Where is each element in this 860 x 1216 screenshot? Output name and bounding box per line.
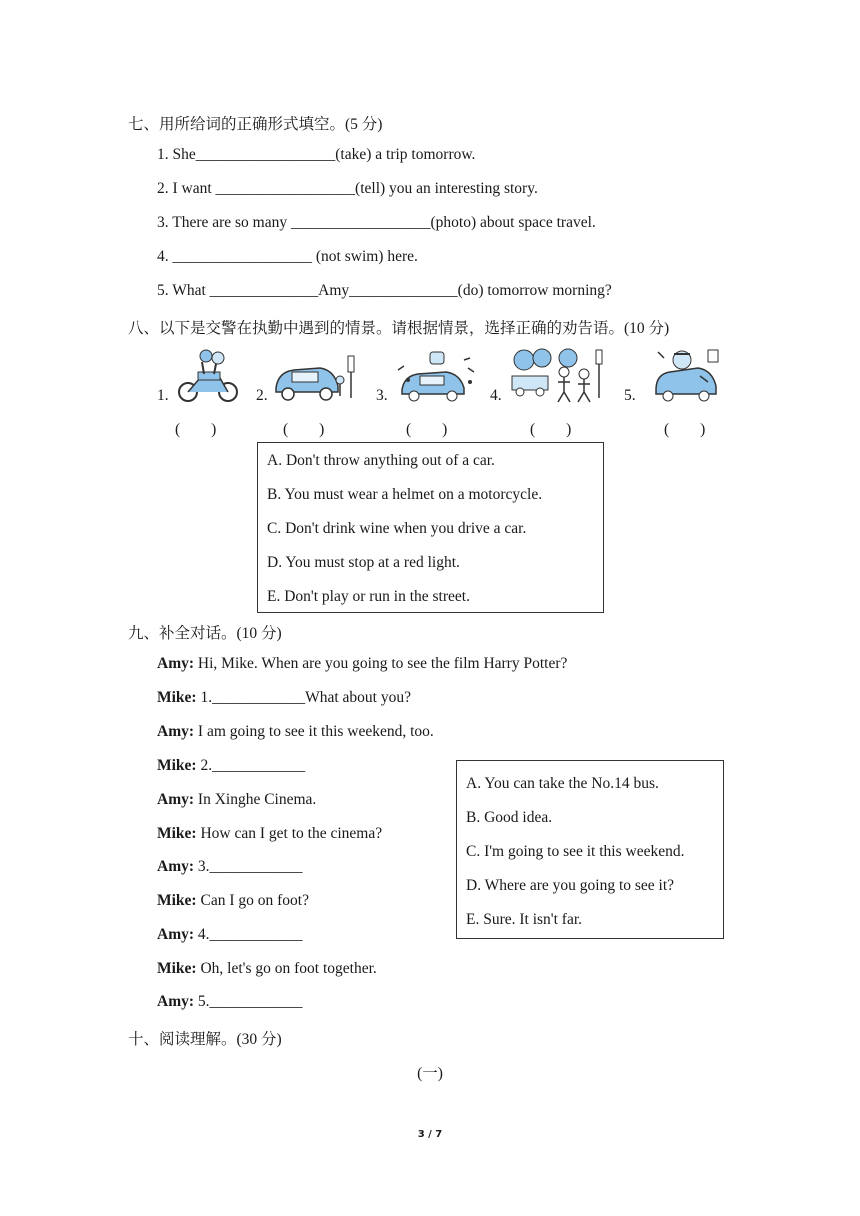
dialogue-text: Oh, let's go on foot together. bbox=[196, 960, 377, 977]
dialogue-speaker: Mike: bbox=[157, 892, 197, 909]
section-9-option-e: E. Sure. It isn't far. bbox=[466, 911, 583, 928]
picture-3-answer[interactable]: ( ) bbox=[406, 421, 448, 438]
dialogue-line-11 bbox=[157, 993, 303, 1011]
dialogue-line-4 bbox=[157, 757, 305, 775]
dialogue-line-9 bbox=[157, 926, 303, 944]
dialogue-text: 2.____________ bbox=[196, 757, 306, 774]
dialogue-line-2 bbox=[157, 689, 411, 707]
dialogue-speaker: Amy: bbox=[157, 926, 195, 943]
section-7-heading: 七、用所给词的正确形式填空。(5 分) bbox=[128, 116, 383, 133]
section-8-option-c: C. Don't drink wine when you drive a car. bbox=[267, 520, 527, 537]
section-8-option-a: A. Don't throw anything out of a car. bbox=[267, 452, 495, 469]
section-8-option-e: E. Don't play or run in the street. bbox=[267, 588, 470, 605]
section-7-item-5: 5. What ______________Amy______________(do) tomorrow morning? bbox=[157, 282, 612, 299]
dialogue-speaker: Mike: bbox=[157, 960, 197, 977]
dialogue-text: Hi, Mike. When are you going to see the film Harry Potter? bbox=[194, 655, 568, 672]
picture-5-answer[interactable]: ( ) bbox=[664, 421, 706, 438]
dialogue-speaker: Amy: bbox=[157, 723, 195, 740]
picture-1-answer[interactable]: ( ) bbox=[175, 421, 217, 438]
dialogue-text: 3.____________ bbox=[194, 858, 303, 875]
section-7-item-2: 2. I want __________________(tell) you an interesting story. bbox=[157, 180, 538, 197]
picture-3-number: 3. bbox=[376, 387, 388, 404]
dialogue-line-6 bbox=[157, 825, 382, 843]
drunk-driver-picture bbox=[652, 346, 722, 407]
section-7-item-4: 4. __________________ (not swim) here. bbox=[157, 248, 418, 265]
dialogue-speaker: Amy: bbox=[157, 858, 195, 875]
dialogue-text: 5.____________ bbox=[194, 993, 303, 1010]
dialogue-text: Can I go on foot? bbox=[196, 892, 309, 909]
section-8-heading: 八、以下是交警在执勤中遇到的情景。请根据情景，选择正确的劝告语。(10 分) bbox=[128, 320, 670, 337]
section-8-options-box bbox=[257, 442, 604, 613]
passage-subheading: (一) bbox=[417, 1065, 443, 1082]
dialogue-line-7 bbox=[157, 858, 303, 876]
dialogue-line-8 bbox=[157, 892, 309, 910]
dialogue-line-3 bbox=[157, 723, 434, 741]
section-9-option-d: D. Where are you going to see it? bbox=[466, 877, 675, 894]
dialogue-text: In Xinghe Cinema. bbox=[194, 791, 317, 808]
section-9-option-c: C. I'm going to see it this weekend. bbox=[466, 843, 685, 860]
picture-2-answer[interactable]: ( ) bbox=[283, 421, 325, 438]
picture-5-number: 5. bbox=[624, 387, 636, 404]
section-9-options-box bbox=[456, 760, 724, 939]
dialogue-text: I am going to see it this weekend, too. bbox=[194, 723, 434, 740]
section-7-item-1: 1. She__________________(take) a trip tomorrow. bbox=[157, 146, 476, 163]
section-8-option-b: B. You must wear a helmet on a motorcycle. bbox=[267, 486, 543, 503]
dialogue-text: How can I get to the cinema? bbox=[196, 825, 383, 842]
children-playing-in-street-picture bbox=[510, 348, 606, 409]
section-9-option-a: A. You can take the No.14 bus. bbox=[466, 775, 659, 792]
dialogue-line-1 bbox=[157, 655, 567, 673]
throwing-trash-from-car-picture bbox=[394, 350, 478, 407]
section-7-item-3: 3. There are so many __________________(photo) about space travel. bbox=[157, 214, 596, 231]
dialogue-speaker: Mike: bbox=[157, 825, 197, 842]
page-number: 3 / 7 bbox=[417, 1129, 443, 1140]
motorcycle-riders-picture bbox=[174, 346, 242, 409]
dialogue-speaker: Mike: bbox=[157, 689, 197, 706]
picture-2-number: 2. bbox=[256, 387, 268, 404]
dialogue-speaker: Amy: bbox=[157, 993, 195, 1010]
dialogue-line-5 bbox=[157, 791, 316, 809]
dialogue-speaker: Amy: bbox=[157, 791, 195, 808]
section-9-option-b: B. Good idea. bbox=[466, 809, 553, 826]
section-9-heading: 九、补全对话。(10 分) bbox=[128, 625, 282, 642]
section-10-heading: 十、阅读理解。(30 分) bbox=[128, 1031, 282, 1048]
car-at-traffic-light-picture bbox=[272, 352, 358, 407]
dialogue-text: 4.____________ bbox=[194, 926, 303, 943]
picture-4-answer[interactable]: ( ) bbox=[530, 421, 572, 438]
picture-4-number: 4. bbox=[490, 387, 502, 404]
section-8-option-d: D. You must stop at a red light. bbox=[267, 554, 460, 571]
picture-1-number: 1. bbox=[157, 387, 169, 404]
dialogue-line-10 bbox=[157, 960, 377, 978]
dialogue-speaker: Amy: bbox=[157, 655, 195, 672]
dialogue-text: 1.____________What about you? bbox=[196, 689, 411, 706]
dialogue-speaker: Mike: bbox=[157, 757, 197, 774]
